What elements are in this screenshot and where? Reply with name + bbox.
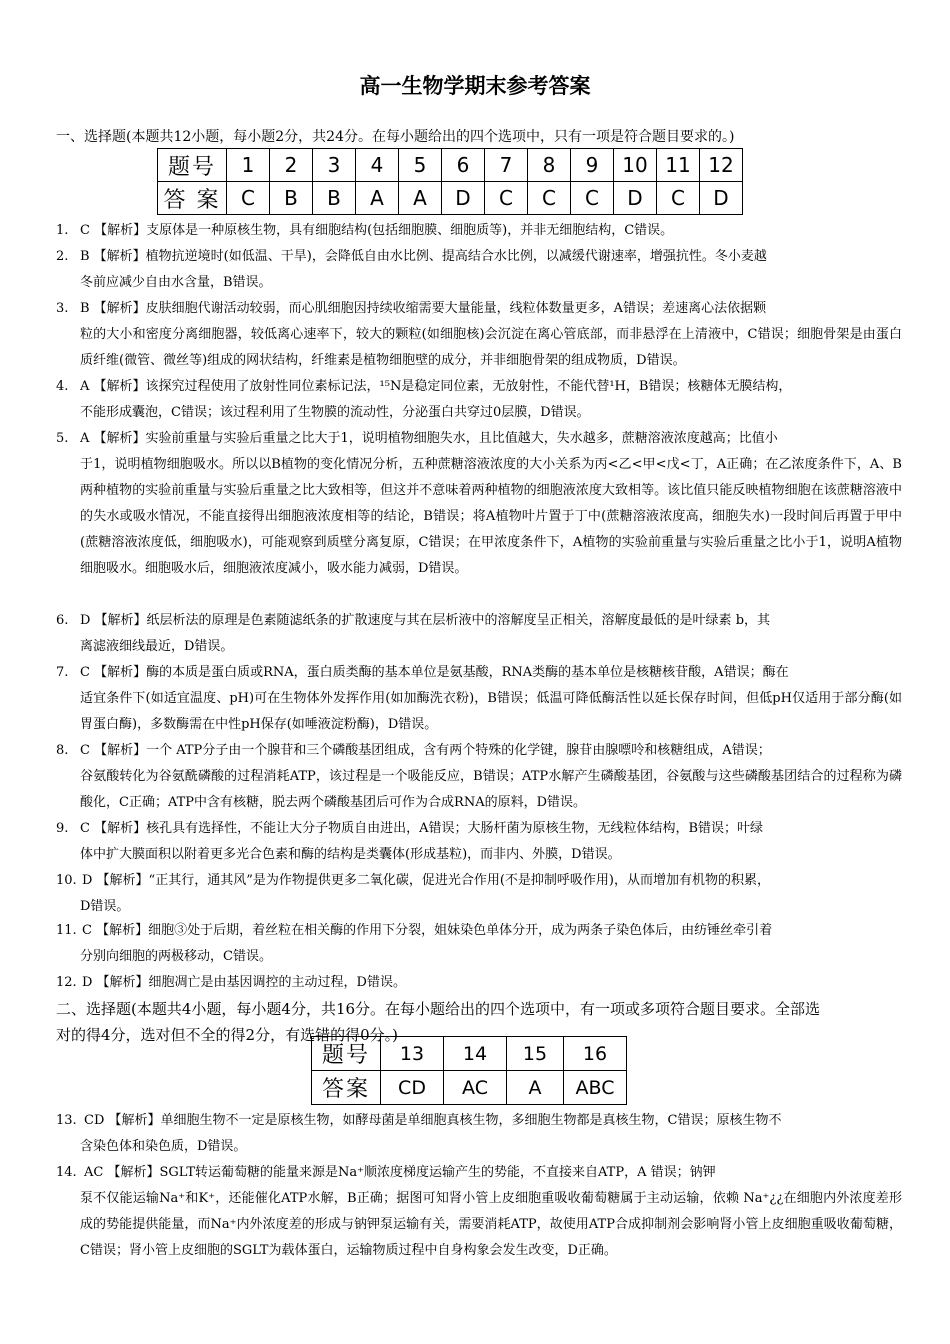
item-number: 14. (56, 1165, 77, 1180)
table1-answer: B (313, 182, 356, 215)
item-text-cont: D错误。 (80, 899, 130, 914)
item-text-cont: 适宜条件下(如适宜温度、pH)可在生物体外发挥作用(如加酶洗衣粉)，B错误；低温可降低酶活性以延长保存时间，但低pH仅适用于部分酶(如胃蛋白酶)，多数酶需在中性pH保存(如唾液淀粉酶)，D错误。 (80, 691, 902, 732)
item-text: D 【解析】细胞凋亡是由基因调控的主动过程，D错误。 (82, 975, 406, 990)
table1-question: 1 (227, 149, 270, 182)
table1-answer: A (399, 182, 442, 215)
item-text-cont: 于1，说明植物细胞吸水。所以以B植物的变化情况分析，五种蔗糖溶液浓度的大小关系为丙<乙<甲<戊<丁，A正确；在乙浓度条件下，A、B两种植物的实验前重量与实验后重量之比大致相等，但这并不意味着两种植物的细胞液浓度大致相等。该比值只能反映植物细胞在该蔗糖溶液中的失水或吸水情况，不能直接得出细胞液浓度相等的结论，B错误；将A植物叶片置于丁中(蔗糖溶液浓度高，细胞失水)一段时间后再置于甲中(蔗糖溶液浓度低，细胞吸水)，可能观察到质壁分离复原，C错误；在甲浓度条件下，A植物的实验前重量与实验后重量之比小于1，说明A植物细胞吸水。细胞吸水后，细胞液浓度减小，吸水能力减弱，D错误。 (80, 457, 902, 576)
table1-question: 9 (571, 149, 614, 182)
table2-question: 15 (507, 1037, 564, 1071)
explanation-item (56, 738, 902, 816)
item-text: A 【解析】实验前重量与实验后重量之比大于1，说明植物细胞失水，且比值越大，失水越多，蔗糖溶液浓度越高；比值小 (80, 431, 778, 446)
table2-question: 16 (564, 1037, 627, 1071)
table1-question: 5 (399, 149, 442, 182)
table1-label-question: 题号 (158, 149, 227, 182)
item-number: 8. (56, 743, 69, 758)
item-number: 12. (56, 975, 77, 990)
item-text: C 【解析】细胞③处于后期，着丝粒在相关酶的作用下分裂，姐妹染色单体分开，成为两条子染色体后，由纺锤丝牵引着 (82, 923, 773, 938)
item-text: B 【解析】植物抗逆境时(如低温、干旱)，会降低自由水比例、提高结合水比例，以减缓代谢速率，增强抗性。冬小麦越 (80, 249, 767, 264)
table2-label-answer: 答案 (312, 1071, 381, 1105)
item-number: 1. (56, 223, 69, 238)
item-text: B 【解析】皮肤细胞代谢活动较弱，而心肌细胞因持续收缩需要大量能量，线粒体数量更多，A错误；差速离心法依据颗 (80, 301, 767, 316)
item-number: 4. (56, 379, 69, 394)
section1-header: 一、选择题(本题共12小题，每小题2分，共24分。在每小题给出的四个选项中，只有一项是符合题目要求的。) (56, 129, 735, 145)
explanation-item (56, 608, 902, 660)
table1-question: 2 (270, 149, 313, 182)
answer-table-2 (311, 1036, 627, 1105)
page-title: 高一生物学期末参考答案 (359, 74, 591, 98)
item-number: 13. (56, 1113, 77, 1128)
section2-header-line1: 二、选择题(本题共4小题，每小题4分，共16分。在每小题给出的四个选项中，有一项或多项符合题目要求。全部选 (56, 1000, 821, 1018)
explanation-item (56, 816, 902, 868)
item-text-cont: 谷氨酸转化为谷氨酰磷酸的过程消耗ATP，该过程是一个吸能反应，B错误；ATP水解产生磷酸基团，谷氨酸与这些磷酸基团结合的过程称为磷酸化，C正确；ATP中含有核糖，脱去两个磷酸基团后可作为合成RNA的原料，D错误。 (80, 769, 902, 810)
item-number: 11. (56, 923, 77, 938)
item-number: 2. (56, 249, 69, 264)
section2-header-line2: 对的得4分，选对但不全的得2分，有选错的得0分。) (56, 1026, 398, 1044)
item-number: 9. (56, 821, 69, 836)
table1-question: 4 (356, 149, 399, 182)
table2-question: 14 (444, 1037, 507, 1071)
item-text-cont: 体中扩大膜面积以附着更多光合色素和酶的结构是类囊体(形成基粒)，而非内、外膜，D错误。 (80, 847, 621, 862)
item-text-cont: 粒的大小和密度分离细胞器，较低离心速率下，较大的颗粒(如细胞核)会沉淀在离心管底部，而非悬浮在上清液中，C错误；细胞骨架是由蛋白质纤维(微管、微丝等)组成的网状结构，纤维素是植物细胞壁的成分，并非细胞骨架的组成物质，D错误。 (80, 327, 902, 368)
item-number: 6. (56, 613, 69, 628)
table1-answer: B (270, 182, 313, 215)
explanation-item (56, 374, 902, 426)
explanation-item (56, 660, 902, 738)
explanation-item (56, 1108, 902, 1160)
item-text-cont: 不能形成囊泡，C错误；该过程利用了生物膜的流动性，分泌蛋白共穿过0层膜，D错误。 (80, 405, 590, 420)
explanation-item (56, 1160, 902, 1264)
item-text: C 【解析】支原体是一种原核生物，具有细胞结构(包括细胞膜、细胞质等)，并非无细胞结构，C错误。 (80, 223, 674, 238)
item-number: 3. (56, 301, 69, 316)
item-text-cont: 分别向细胞的两极移动，C错误。 (80, 949, 272, 964)
explanation-item (56, 970, 902, 996)
table2-question: 13 (381, 1037, 444, 1071)
item-number: 7. (56, 665, 69, 680)
item-text: A 【解析】该探究过程使用了放射性同位素标记法，¹⁵N是稳定同位素，无放射性，不能代替¹H，B错误；核糖体无膜结构， (80, 379, 792, 394)
table1-question: 7 (485, 149, 528, 182)
item-text: D 【解析】“正其行，通其风”是为作物提供更多二氧化碳，促进光合作用(不是抑制呼吸作用)，从而增加有机物的积累， (82, 873, 770, 888)
table1-answer: D (442, 182, 485, 215)
table1-answer: C (571, 182, 614, 215)
table1-question: 11 (657, 149, 700, 182)
answer-table-1 (157, 148, 743, 215)
explanation-item (56, 426, 902, 582)
item-text-cont: 离滤液细线最近，D错误。 (80, 639, 234, 654)
item-text: C 【解析】一个 ATP分子由一个腺苷和三个磷酸基团组成，含有两个特殊的化学键，腺苷由腺嘌呤和核糖组成，A错误； (80, 743, 771, 758)
item-text-cont: 泵不仅能运输Na⁺和K⁺，还能催化ATP水解，B正确；据图可知肾小管上皮细胞重吸收葡萄糖属于主动运输，依赖 Na⁺¿¿在细胞内外浓度差形成的势能提供能量，而Na⁺内外浓度差的形成与钠钾泵运输有关，需要消耗ATP，故使用ATP合成抑制剂会影响肾小管上皮细胞重吸收葡萄糖，C错误；肾小管上皮细胞的SGLT为载体蛋白，运输物质过程中自身构象会发生改变，D正确。 (80, 1191, 902, 1258)
explanation-item (56, 218, 902, 244)
table1-question: 3 (313, 149, 356, 182)
table1-question: 8 (528, 149, 571, 182)
table1-answer: C (485, 182, 528, 215)
table1-answer: C (528, 182, 571, 215)
table1-answer: C (657, 182, 700, 215)
item-number: 10. (56, 873, 77, 888)
explanation-item (56, 296, 902, 374)
item-text: C 【解析】核孔具有选择性，不能让大分子物质自由进出，A错误；大肠杆菌为原核生物，无线粒体结构，B错误；叶绿 (80, 821, 764, 836)
table1-question: 12 (700, 149, 743, 182)
item-number: 5. (56, 431, 69, 446)
table2-answer: AC (444, 1071, 507, 1105)
table1-answer: D (700, 182, 743, 215)
explanation-item (56, 918, 902, 970)
table1-question: 6 (442, 149, 485, 182)
table2-label-question: 题号 (312, 1037, 381, 1071)
explanation-item (56, 244, 902, 296)
table2-answer: CD (381, 1071, 444, 1105)
table1-label-answer: 答 案 (158, 182, 227, 215)
item-text: CD 【解析】单细胞生物不一定是原核生物，如酵母菌是单细胞真核生物，多细胞生物都是真核生物，C错误；原核生物不 (84, 1113, 782, 1128)
table2-answer: ABC (564, 1071, 627, 1105)
table1-answer: A (356, 182, 399, 215)
item-text-cont: 含染色体和染色质，D错误。 (80, 1139, 247, 1154)
table1-question: 10 (614, 149, 657, 182)
item-text: AC 【解析】SGLT转运葡萄糖的能量来源是Na⁺顺浓度梯度运输产生的势能，不直接来自ATP，A 错误；钠钾 (84, 1165, 716, 1180)
item-text: C 【解析】酶的本质是蛋白质或RNA，蛋白质类酶的基本单位是氨基酸，RNA类酶的基本单位是核糖核苷酸，A错误；酶在 (80, 665, 789, 680)
item-text-cont: 冬前应减少自由水含量，B错误。 (80, 275, 272, 290)
table1-answer: C (227, 182, 270, 215)
table1-answer: D (614, 182, 657, 215)
table2-answer: A (507, 1071, 564, 1105)
explanation-item (56, 868, 902, 920)
item-text: D 【解析】纸层析法的原理是色素随滤纸条的扩散速度与其在层析液中的溶解度呈正相关，溶解度最低的是叶绿素 b，其 (80, 613, 771, 628)
